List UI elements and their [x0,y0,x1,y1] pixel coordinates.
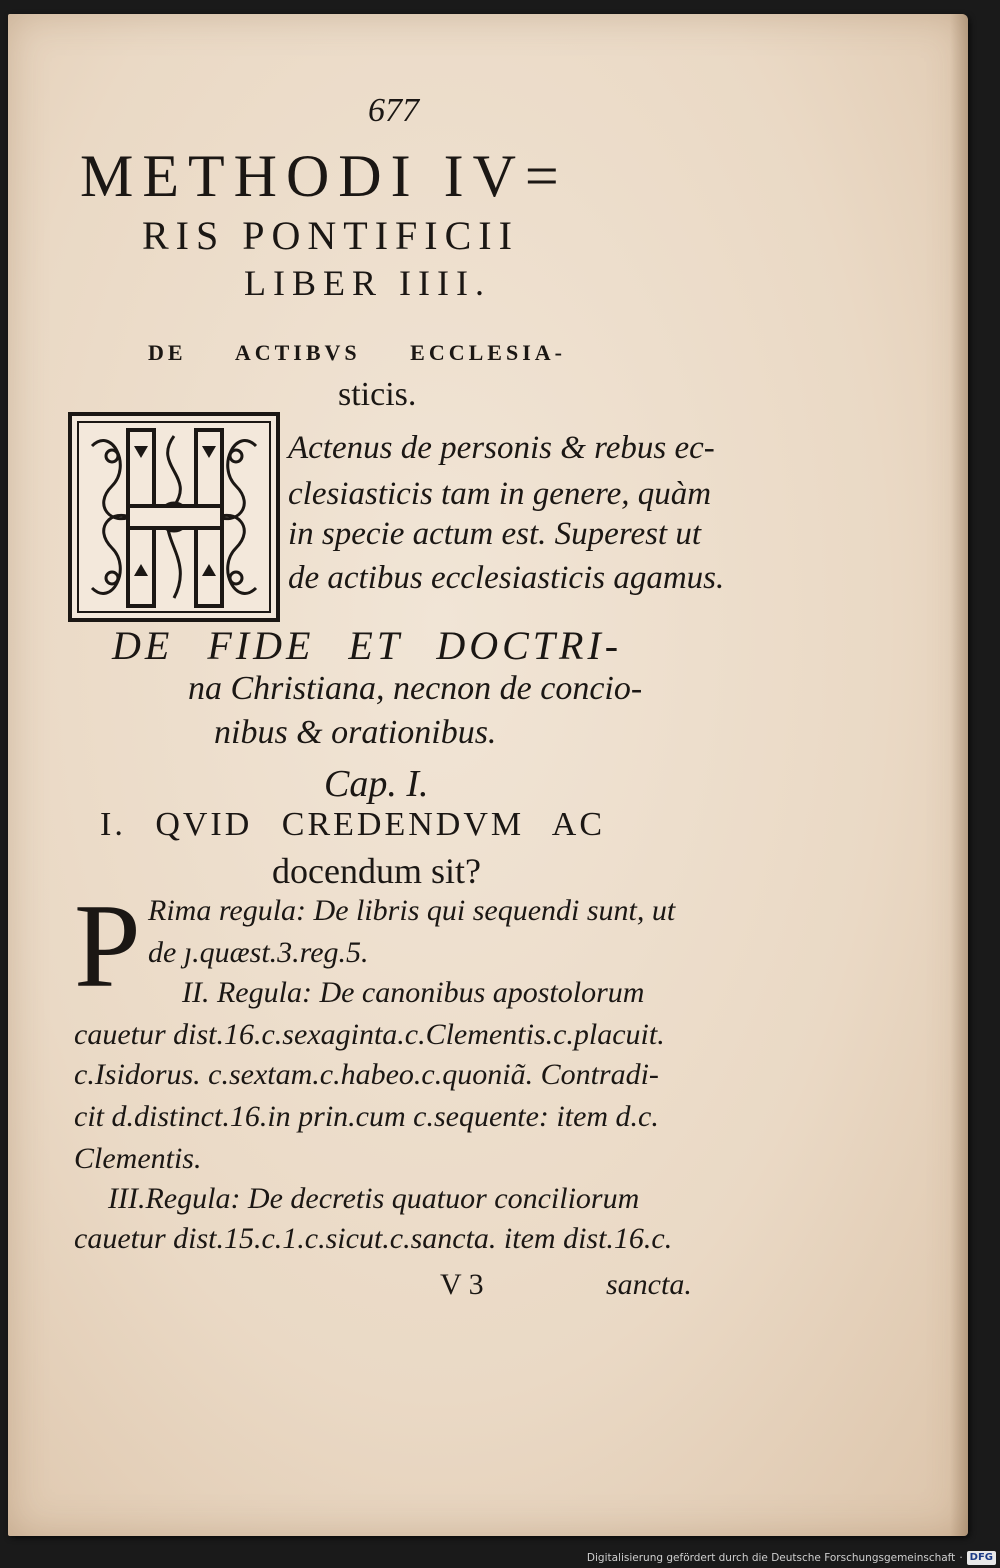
body-line: III.Regula: De decretis quatuor conciliorum [108,1182,640,1215]
page-number: 677 [368,92,419,129]
body-line: cauetur dist.15.c.1.c.sicut.c.sancta. item dist.16.c. [74,1222,673,1255]
body-line: II. Regula: De canonibus apostolorum [182,976,645,1009]
title-line-3: LIBER IIII. [244,263,491,303]
body-line: Clementis. [74,1142,202,1175]
intro-line: Actenus de personis & rebus ec- [288,430,715,466]
section-heading-line: nibus & orationibus. [214,714,497,751]
dfg-logo-icon: DFG [967,1551,996,1565]
question-heading-line-2: docendum sit? [272,851,481,891]
subtitle-line-1: DE ACTIBVS ECCLESIA- [148,340,566,365]
chapter-heading: Cap. I. [324,763,429,805]
catchword: sancta. [606,1268,692,1301]
body-line: cauetur dist.16.c.sexaginta.c.Clementis.c.placuit. [74,1018,665,1051]
digitization-footer [560,1548,1000,1568]
intro-line: de actibus ecclesiasticis agamus. [288,560,725,596]
intro-line: clesiasticis tam in genere, quàm [288,476,712,512]
intro-line: in specie actum est. Superest ut [288,516,702,552]
title-line-1: METHODI IV= [80,143,568,209]
book-page [8,14,968,1536]
ornamental-initial-h-icon [72,416,276,618]
body-line: c.Isidorus. c.sextam.c.habeo.c.quoniã. Contradi- [74,1058,659,1091]
footer-separator: · [959,1552,963,1564]
drop-initial: P [74,879,141,1012]
section-heading-line: DE FIDE ET DOCTRI- [112,623,623,668]
body-line: cit d.distinct.16.in prin.cum c.sequente: item d.c. [74,1100,659,1133]
signature-mark: V 3 [440,1268,484,1301]
ornamental-initial-h [68,412,280,622]
body-line: de ȷ.quæst.3.reg.5. [148,936,369,969]
title-line-2: RIS PONTIFICII [142,213,519,258]
subtitle-line-2: sticis. [338,376,417,413]
section-heading-line: na Christiana, necnon de concio- [188,670,643,707]
footer-credit-text: Digitalisierung gefördert durch die Deutsche Forschungsgemeinschaft [586,1552,956,1564]
question-heading-line-1: I. QVID CREDENDVM AC [100,806,605,843]
body-line: Rima regula: De libris qui sequendi sunt, ut [148,894,676,927]
